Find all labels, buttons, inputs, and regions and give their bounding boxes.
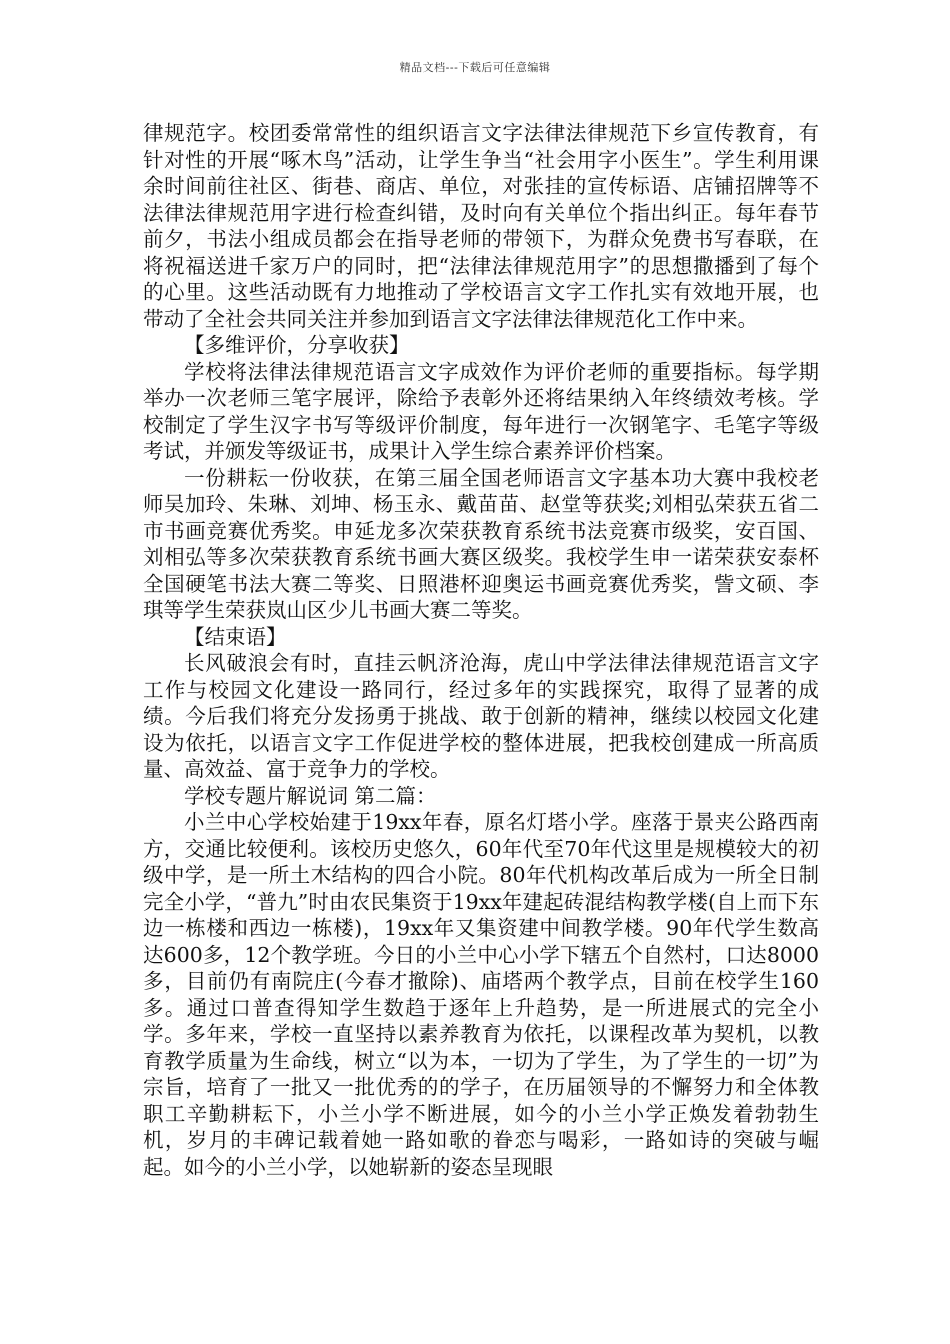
- paragraph-5: 小兰中心学校始建于19xx年春，原名灯塔小学。座落于景夹公路西南方，交通比较便利。该校历史悠久，60年代至70年代这里是规模较大的初级中学，是一所土木结构的四合小院。80年代机构改革后成为一所全日制完全小学，“普九”时由农民集资于19xx年建起砖混结构教学楼(自上而下东边一栋楼和西边一栋楼)，19xx年又集资建中间教学楼。90年代学生数高达600多，12个教学班。今日的小兰中心小学下辖五个自然村，口达8000多，目前仍有南院庄(今春才撤除)、庙塔两个教学点，目前在校学生160多。通过口普查得知学生数趋于逐年上升趋势，是一所进展式的完全小学。多年来，学校一直坚持以素养教育为依托，以课程改革为契机，以教育教学质量为生命线，树立“以为本，一切为了学生，为了学生的一切”为宗旨，培育了一批又一批优秀的的学子，在历届领导的不懈努力和全体教职工辛勤耕耘下，小兰小学不断进展，如今的小兰小学正焕发着勃勃生机，岁月的丰碑记载着她一路如歌的眷恋与喝彩，一路如诗的突破与崛起。如今的小兰小学，以她崭新的姿态呈现眼: [143, 810, 819, 1179]
- section-heading-second-part: 学校专题片解说词 第二篇：: [184, 783, 437, 808]
- paragraph-1: 律规范字。校团委常常性的组织语言文字法律法律规范下乡宣传教育，有针对性的开展“啄木鸟”活动，让学生争当“社会用字小医生”。学生利用课余时间前往社区、街巷、商店、单位，对张挂的宣传标语、店铺招牌等不法律法律规范用字进行检查纠错，及时向有关单位个指出纠正。每年春节前夕，书法小组成员都会在指导老师的带领下，为群众免费书写春联，在将祝福送进千家万户的同时，把“法律法律规范用字”的思想撒播到了每个的心里。这些活动既有力地推动了学校语言文字工作扎实有效地开展，也带动了全社会共同关注并参加到语言文字法律法律规范化工作中来。: [143, 121, 819, 331]
- section-heading-conclusion: 【结束语】: [184, 624, 287, 649]
- paragraph-2: 学校将法律法律规范语言文字成效作为评价老师的重要指标。每学期举办一次老师三笔字展评，除给予表彰外还将结果纳入年终绩效考核。学校制定了学生汉字书写等级评价制度，每年进行一次钢笔字、毛笔字等级考试，并颁发等级证书，成果计入学生综合素养评价档案。: [143, 359, 819, 463]
- page-header-note: 精品文档---下载后可任意编辑: [399, 61, 551, 74]
- paragraph-3: 一份耕耘一份收获，在第三届全国老师语言文字基本功大赛中我校老师吴加玲、朱琳、刘坤、杨玉永、戴苗苗、赵堂等获奖;刘相弘荣获五省二市书画竞赛优秀奖。申延龙多次荣获教育系统书法竞赛市级奖，安百国、刘相弘等多次荣获教育系统书画大赛区级奖。我校学生申一诺荣获安泰杯全国硬笔书法大赛二等奖、日照港杯迎奥运书画竞赛优秀奖，訾文硕、李琪等学生荣获岚山区少儿书画大赛二等奖。: [143, 465, 819, 622]
- document-body: [143, 120, 819, 1180]
- paragraph-4: 长风破浪会有时，直挂云帆济沧海，虎山中学法律法律规范语言文字工作与校园文化建设一路同行，经过多年的实践探究，取得了显著的成绩。今后我们将充分发扬勇于挑战、敢于创新的精神，继续以校园文化建设为依托，以语言文字工作促进学校的整体进展，把我校创建成一所高质量、高效益、富于竞争力的学校。: [143, 651, 819, 781]
- section-heading-evaluation: 【多维评价，分享收获】: [184, 333, 410, 357]
